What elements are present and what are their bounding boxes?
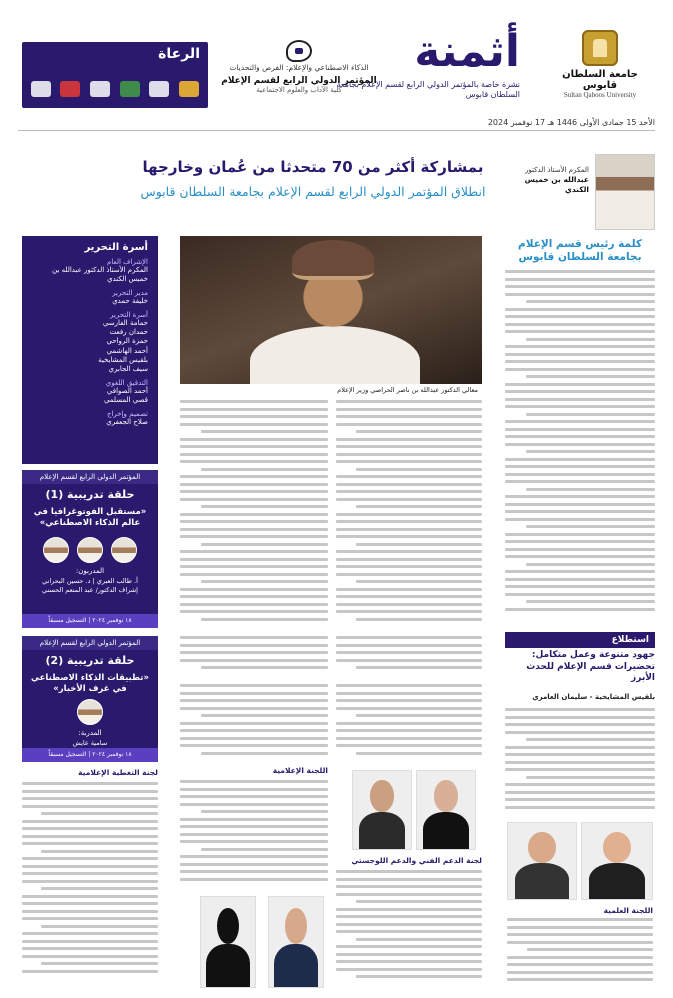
workshop-footer: ١٨ نوفمبر ٢٠٢٤ | التسجيل مسبقاً [22,614,158,628]
staff-role: مدير التحرير [112,289,148,298]
minister-photo [180,236,482,384]
interviewee-photo [507,822,577,900]
survey-headline: جهود متنوعة وعمل متكامل: تحضيرات قسم الإعلام للحدث الأبرز [526,650,655,684]
main-article-column [336,400,482,628]
staff-names: المكرم الأستاذ الدكتور عبدالله بن خميس الكندي [52,266,148,284]
staff-names: أحمد الصوافي قصي المسلمي [103,386,148,404]
section-title-support: لجنة الدعم الفني والدعم اللوجستي [351,856,482,865]
workshop-topic: «مستقبل الفوتوغرافيا في عالم الذكاء الاصطناعي» [33,507,147,529]
dateline: الأحد 15 جمادى الأولى 1446 هـ 17 نوفمبر 2024 [487,118,655,127]
main-headline: بمشاركة أكثر من 70 متحدثا من عُمان وخارجها [142,158,484,176]
president-card [505,154,655,234]
staff-role: التدقيق اللغوي [105,378,148,387]
staff-role: أسرة التحرير [110,311,148,320]
staff-role: الإشراف العام [106,258,148,266]
workshop-trainers: سامية عايش [72,739,108,748]
masthead-divider [18,130,655,131]
staff-names: حمامة الفارسي حمدان رفعت حمزة الرواحي أحمد الهاشمي بلقيس المشايخية سيف الجابري [98,319,148,373]
sponsors-title: الرعاة [158,46,200,62]
interviewee-photo [416,770,476,850]
sponsor-logos [28,78,202,100]
workshop-footer: ١٨ نوفمبر ٢٠٢٤ | التسجيل مسبقاً [22,748,158,762]
trainer-avatar [111,537,137,563]
trainer-avatar [77,699,103,725]
staff-entry [32,311,148,374]
staff-names: خليفة حمدي [112,297,148,306]
workshop-card-1 [22,470,158,628]
president-photo [595,154,655,230]
survey-body-column [180,684,328,760]
scientific-committee-body [507,918,653,988]
workshop-conference: المؤتمر الدولي الرابع لقسم الإعلام [22,470,158,484]
staff-role: تصميم وإخراج [106,410,148,419]
support-committee-body [336,870,482,988]
sponsor-logo [90,81,110,97]
sponsor-logo [60,81,80,97]
workshop-title: حلقة تدريبية (1) [45,488,135,501]
main-article-column [336,636,482,676]
minister-photo-caption: معالي الدكتور عبدالله بن ناصر الحراصي وزير الإعلام [180,384,482,396]
university-logo [545,30,655,100]
survey-section-tag: استطلاع [505,632,655,648]
conference-college: كلية الآداب والعلوم الاجتماعية [256,85,342,94]
interviewee-photo [200,896,256,988]
section-title-coverage: لجنة التغطية الإعلامية [78,768,158,777]
staff-entry [32,289,148,306]
editorial-staff-box [22,236,158,464]
coverage-committee-body [22,782,158,988]
university-name-ar: جامعة السلطان قابوس [562,69,638,91]
interviewee-photo [352,770,412,850]
university-emblem-icon [582,30,618,66]
main-article-column [180,636,328,676]
interviewee-photo [268,896,324,988]
sponsor-logo [120,81,140,97]
section-title-media: اللجنة الإعلامية [272,766,328,775]
masthead [0,0,673,127]
section-title-scientific: اللجنة العلمية [603,906,653,915]
sponsor-logo [149,81,169,97]
workshop-trainers-label: المدربة: [78,729,102,738]
trainer-avatar [43,537,69,563]
conference-name: المؤتمر الدولي الرابع لقسم الإعلام [221,75,377,86]
staff-entry [32,379,148,405]
workshop-topic: «تطبيقات الذكاء الاصطناعي في غرف الأخبار» [31,673,149,695]
workshop-conference: المؤتمر الدولي الرابع لقسم الإعلام [22,636,158,650]
staff-entry [32,410,148,427]
interviewee-photo [581,822,653,900]
brand-wordmark: أثمنة [414,26,520,77]
sponsors-panel [22,42,208,108]
survey-body-column [336,684,482,764]
president-word-title: كلمة رئيس قسم الإعلام بجامعة السلطان قابوس [518,238,642,264]
president-article-body [505,270,655,626]
survey-byline: بلقيس المشايخية - سليمان العامري [532,693,655,701]
conference-logo-icon [286,40,312,62]
newsletter-brand [336,26,520,114]
main-article-column [180,400,328,628]
workshop-trainer-photos [22,699,158,725]
sponsor-logo [31,81,51,97]
main-subheadline: انطلاق المؤتمر الدولي الرابع لقسم الإعلام بجامعة السلطان قابوس [140,184,486,199]
brand-tagline: نشرة خاصة بالمؤتمر الدولي الرابع لقسم الإعلام بجامعة السلطان قابوس [336,80,520,99]
staff-names: صلاح الجعفري [106,418,148,427]
workshop-trainers: أ. طالب العبري | د. حسين البحراني إشراف الدكتور/ عبد المنعم الحسني [42,577,138,594]
trainer-avatar [77,537,103,563]
staff-entry [32,258,148,284]
media-committee-body [180,780,328,890]
staff-title: أسرة التحرير [84,242,148,253]
workshop-trainers-label: المدربون: [75,567,105,576]
president-name: عبدالله بن خميس الكندي [524,175,589,194]
president-caption [505,166,589,195]
workshop-trainer-photos [22,537,158,563]
university-name-en: Sultan Qaboos University [563,91,637,99]
workshop-card-2 [22,636,158,762]
conference-theme: الذكاء الاصطناعي والإعلام: الفرص والتحديات [229,63,369,72]
survey-intro-body [505,708,655,818]
workshop-title: حلقة تدريبية (2) [45,654,135,667]
president-role: المكرم الأستاذ الدكتور [525,166,589,174]
sponsor-logo [179,81,199,97]
